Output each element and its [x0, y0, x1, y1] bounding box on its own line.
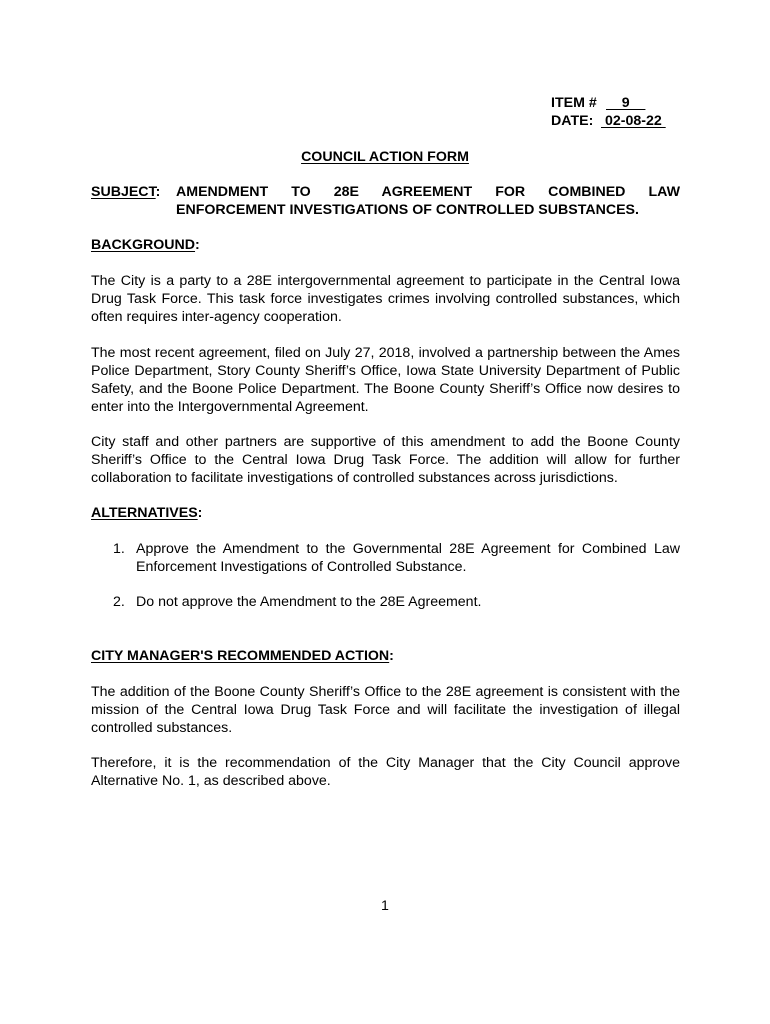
background-heading-text: BACKGROUND [91, 237, 196, 253]
alternatives-heading [91, 504, 202, 522]
recommended-action-heading-colon: : [389, 648, 394, 664]
recommended-action-heading [91, 647, 394, 665]
alternative-text: Do not approve the Amendment to the 28E Agreement. [136, 594, 482, 610]
recommended-action-paragraph-1: The addition of the Boone County Sheriff’s Office to the 28E agreement is consistent with the mission of the Central Iowa Drug Task Force and will facilitate the investigation of illegal controlled substances. [91, 684, 680, 736]
item-number-row [551, 94, 666, 112]
alternative-item-2 [113, 593, 680, 611]
recommended-action-heading-text: CITY MANAGER'S RECOMMENDED ACTION [91, 648, 390, 664]
subject-block [91, 183, 680, 219]
subject-label [91, 183, 176, 219]
background-paragraph-3: City staff and other partners are supportive of this amendment to add the Boone County Sheriff’s Office to the Central Iowa Drug Task Force. The addition will allow for further collaboration to facilitate investigations of controlled substances across jurisdictions. [91, 434, 680, 486]
alternative-number: 1. [113, 541, 125, 557]
subject-line-1: AMENDMENT TO 28E AGREEMENT FOR COMBINED LAW [176, 184, 680, 200]
alternative-number: 2. [113, 594, 125, 610]
background-paragraph-1: The City is a party to a 28E intergovernmental agreement to participate in the Central Iowa Drug Task Force. This task force investigates crimes involving controlled substances, which often requires inter-agency cooperation. [91, 273, 680, 325]
background-heading [91, 236, 200, 254]
alternatives-list [113, 540, 680, 576]
subject-text [176, 183, 680, 219]
alternative-item-1 [113, 540, 680, 576]
alternatives-heading-text: ALTERNATIVES [91, 505, 198, 521]
alternative-text: Approve the Amendment to the Governmental 28E Agreement for Combined Law Enforcement Investigations of Controlled Substance. [136, 541, 680, 575]
recommended-action-paragraph-2: Therefore, it is the recommendation of the City Manager that the City Council approve Alternative No. 1, as described above. [91, 755, 680, 789]
item-number-value: 9 [606, 95, 646, 111]
item-number-label: ITEM # [551, 95, 597, 111]
date-row [551, 112, 666, 130]
background-heading-colon: : [195, 237, 200, 253]
date-label: DATE: [551, 113, 594, 129]
subject-line-2: ENFORCEMENT INVESTIGATIONS OF CONTROLLED SUBSTANCES. [176, 202, 639, 218]
item-date-header [551, 94, 666, 130]
background-paragraph-2: The most recent agreement, filed on July 27, 2018, involved a partnership between the Ames Police Department, Story County Sheriff’s Office, Iowa State University Department of Public Safety, and the Boone Police Department. The Boone County Sheriff’s Office now desires to enter into the Intergovernmental Agreement. [91, 345, 680, 415]
date-value: 02-08-22 [601, 113, 666, 129]
subject-label-text: SUBJECT [91, 184, 156, 200]
alternatives-list-2 [113, 593, 680, 611]
page-number: 1 [381, 898, 389, 914]
subject-label-colon: : [155, 184, 161, 200]
alternatives-heading-colon: : [197, 505, 203, 521]
form-title: COUNCIL ACTION FORM [301, 149, 469, 165]
